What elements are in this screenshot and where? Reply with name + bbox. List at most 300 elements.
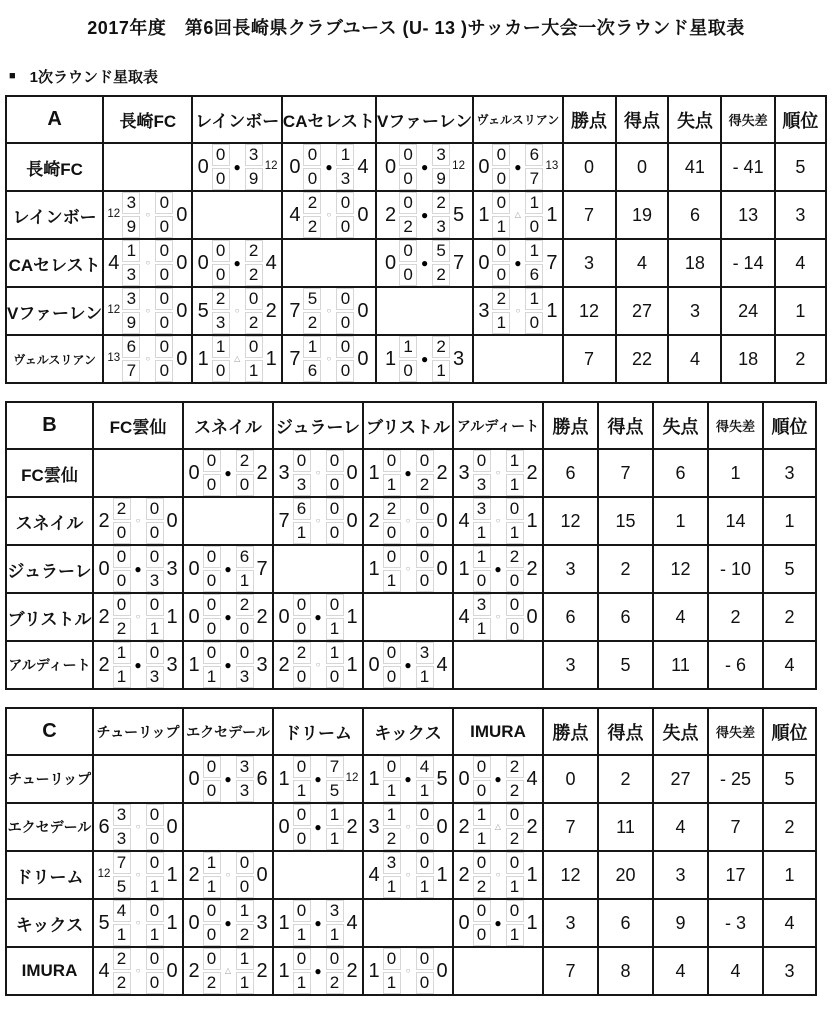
- self-match-blank-cell: [273, 851, 363, 899]
- half-score-box: 1: [525, 240, 543, 262]
- half-score-box: 0: [326, 594, 344, 616]
- half-score-box: 3: [336, 168, 354, 190]
- page-title: 2017年度 第6回長崎県クラブユース (U- 13 )サッカー大会一次ラウンド星取表: [87, 18, 745, 38]
- half-score-box: 1: [113, 642, 131, 664]
- own-half-scores: [203, 642, 221, 688]
- goals-against-total: 0: [176, 204, 188, 226]
- half-score-box: 0: [326, 522, 344, 544]
- half-score-box: 3: [236, 780, 254, 802]
- summary-value-cell: 0: [616, 143, 669, 191]
- match-score: [184, 642, 272, 688]
- own-half-scores: [303, 144, 321, 190]
- match-score-cell: [103, 287, 192, 335]
- summary-value-cell: 3: [763, 947, 816, 995]
- half-score-box: 2: [113, 948, 131, 970]
- match-score: [94, 804, 182, 850]
- goals-against-total: 1: [265, 348, 277, 370]
- team-row: [6, 899, 816, 947]
- goals-against-total: 5: [436, 768, 448, 790]
- half-score-box: 2: [236, 594, 254, 616]
- half-score-box: 2: [203, 972, 221, 994]
- own-half-scores: [203, 900, 221, 946]
- goals-against-total: 0: [357, 300, 369, 322]
- own-half-scores: [303, 336, 321, 382]
- goals-against-total: 0: [256, 864, 268, 886]
- match-score-cell: [376, 335, 473, 383]
- team-name-cell: CAセレスト: [6, 239, 103, 287]
- half-score-box: 0: [293, 828, 311, 850]
- loss-dot-icon: ●: [325, 160, 333, 174]
- summary-value-cell: 13: [721, 191, 774, 239]
- goals-against-total: 12: [452, 160, 465, 173]
- half-score-box: 0: [383, 450, 401, 472]
- own-half-scores: [203, 756, 221, 802]
- half-score-box: 2: [326, 972, 344, 994]
- win-circle-icon: ○: [135, 516, 141, 525]
- team-row: [6, 287, 826, 335]
- own-half-scores: [492, 240, 510, 286]
- opponent-half-scores: [506, 804, 524, 850]
- match-score-cell: [363, 803, 453, 851]
- goals-for-total: 1: [278, 768, 290, 790]
- goals-against-total: 3: [166, 558, 178, 580]
- half-score-box: 0: [146, 498, 164, 520]
- own-half-scores: [473, 450, 491, 496]
- match-score-cell: [273, 947, 363, 995]
- half-score-box: 0: [146, 522, 164, 544]
- opponent-half-scores: [236, 450, 254, 496]
- half-score-box: 9: [432, 168, 450, 190]
- half-score-box: 0: [155, 288, 173, 310]
- half-score-box: 1: [506, 924, 524, 946]
- opponent-half-scores: [416, 804, 434, 850]
- half-score-box: 6: [525, 264, 543, 286]
- half-score-box: 1: [293, 780, 311, 802]
- team-column-header: FC雲仙: [93, 402, 183, 449]
- half-score-box: 7: [113, 852, 131, 874]
- half-score-box: 6: [525, 144, 543, 166]
- half-score-box: 3: [416, 642, 434, 664]
- goals-against-total: 7: [256, 558, 268, 580]
- own-half-scores: [122, 192, 140, 238]
- match-score: [104, 288, 191, 334]
- half-score-box: 1: [525, 192, 543, 214]
- summary-column-header: 得失差: [721, 96, 774, 143]
- opponent-half-scores: [506, 900, 524, 946]
- half-score-box: 0: [236, 876, 254, 898]
- summary-value-cell: 7: [543, 803, 598, 851]
- summary-value-cell: 8: [598, 947, 653, 995]
- team-column-header: チューリップ: [93, 708, 183, 755]
- half-score-box: 6: [303, 360, 321, 382]
- match-score: [184, 852, 272, 898]
- group-c-results-table: [5, 707, 817, 996]
- opponent-half-scores: [236, 642, 254, 688]
- summary-value-cell: 3: [543, 641, 598, 689]
- match-score-cell: [273, 449, 363, 497]
- self-match-blank-cell: [183, 497, 273, 545]
- half-score-box: 0: [293, 594, 311, 616]
- self-match-blank-cell: [363, 899, 453, 947]
- own-half-scores: [383, 756, 401, 802]
- goals-against-total: 3: [256, 654, 268, 676]
- half-score-box: 0: [399, 168, 417, 190]
- win-circle-icon: ○: [315, 660, 321, 669]
- half-score-box: 3: [122, 264, 140, 286]
- opponent-half-scores: [326, 594, 344, 640]
- half-score-box: 0: [293, 450, 311, 472]
- loss-dot-icon: ●: [233, 160, 241, 174]
- goals-for-total: 13: [107, 352, 121, 365]
- loss-dot-icon: ●: [314, 916, 322, 930]
- half-score-box: 1: [383, 474, 401, 496]
- loss-dot-icon: ●: [494, 562, 502, 576]
- match-score-cell: [363, 497, 453, 545]
- goals-against-total: 2: [526, 816, 538, 838]
- half-score-box: 0: [203, 948, 221, 970]
- half-score-box: 0: [416, 828, 434, 850]
- match-score: [184, 450, 272, 496]
- summary-value-cell: 15: [598, 497, 653, 545]
- team-row: [6, 497, 816, 545]
- match-score: [184, 756, 272, 802]
- half-score-box: 0: [293, 948, 311, 970]
- match-score-cell: [363, 755, 453, 803]
- match-score: [274, 804, 362, 850]
- summary-value-cell: 4: [775, 239, 826, 287]
- own-half-scores: [473, 546, 491, 592]
- half-score-box: 0: [146, 642, 164, 664]
- match-score: [104, 240, 191, 286]
- own-half-scores: [293, 756, 311, 802]
- half-score-box: 0: [336, 192, 354, 214]
- goals-for-total: 3: [458, 462, 470, 484]
- half-score-box: 1: [293, 522, 311, 544]
- own-half-scores: [113, 594, 131, 640]
- goals-against-total: 1: [166, 912, 178, 934]
- goals-against-total: 0: [436, 816, 448, 838]
- goals-for-total: 1: [197, 348, 209, 370]
- half-score-box: 7: [326, 756, 344, 778]
- goals-against-total: 0: [166, 960, 178, 982]
- half-score-box: 0: [212, 240, 230, 262]
- match-score: [274, 642, 362, 688]
- half-score-box: 0: [146, 900, 164, 922]
- half-score-box: 2: [113, 618, 131, 640]
- half-score-box: 1: [473, 522, 491, 544]
- half-score-box: 1: [506, 876, 524, 898]
- match-score: [283, 144, 375, 190]
- goals-against-total: 12: [345, 772, 359, 785]
- summary-value-cell: 3: [775, 191, 826, 239]
- match-score-cell: [273, 497, 363, 545]
- goals-against-total: 1: [346, 654, 358, 676]
- half-score-box: 3: [146, 570, 164, 592]
- team-name-cell: ブリストル: [6, 593, 93, 641]
- header-row: [6, 402, 816, 449]
- group-a-results-table: [5, 95, 827, 384]
- own-half-scores: [303, 192, 321, 238]
- match-score-cell: [103, 191, 192, 239]
- team-column-header: IMURA: [453, 708, 543, 755]
- loss-dot-icon: ●: [134, 562, 142, 576]
- goals-against-total: 1: [166, 606, 178, 628]
- half-score-box: 0: [146, 972, 164, 994]
- self-match-blank-cell: [453, 641, 543, 689]
- match-score: [104, 192, 191, 238]
- opponent-half-scores: [506, 450, 524, 496]
- group-id-cell: A: [6, 96, 103, 143]
- half-score-box: 2: [245, 312, 263, 334]
- half-score-box: 0: [473, 900, 491, 922]
- goals-for-total: 6: [98, 816, 110, 838]
- own-half-scores: [203, 948, 221, 994]
- match-score: [454, 900, 542, 946]
- half-score-box: 3: [293, 474, 311, 496]
- half-score-box: 1: [399, 336, 417, 358]
- summary-value-cell: 3: [653, 851, 708, 899]
- own-half-scores: [113, 498, 131, 544]
- match-score-cell: [473, 143, 562, 191]
- match-score-cell: [282, 143, 376, 191]
- opponent-half-scores: [506, 756, 524, 802]
- half-score-box: 6: [236, 546, 254, 568]
- summary-value-cell: 18: [721, 335, 774, 383]
- match-score-cell: [453, 593, 543, 641]
- win-circle-icon: ○: [495, 468, 501, 477]
- half-score-box: 4: [113, 900, 131, 922]
- half-score-box: 4: [416, 756, 434, 778]
- goals-for-total: 4: [108, 252, 120, 274]
- summary-value-cell: - 14: [721, 239, 774, 287]
- match-score-cell: [273, 755, 363, 803]
- half-score-box: 0: [492, 240, 510, 262]
- match-score: [94, 948, 182, 994]
- summary-value-cell: 11: [653, 641, 708, 689]
- square-bullet-icon: ■: [9, 70, 16, 82]
- match-score: [364, 804, 452, 850]
- opponent-half-scores: [336, 192, 354, 238]
- half-score-box: 0: [212, 144, 230, 166]
- match-score-cell: [376, 191, 473, 239]
- opponent-half-scores: [146, 594, 164, 640]
- match-score: [274, 594, 362, 640]
- summary-value-cell: 7: [598, 449, 653, 497]
- half-score-box: 0: [506, 618, 524, 640]
- match-score-cell: [103, 239, 192, 287]
- half-score-box: 9: [122, 312, 140, 334]
- win-circle-icon: ○: [326, 354, 332, 363]
- win-circle-icon: ○: [145, 210, 151, 219]
- own-half-scores: [203, 852, 221, 898]
- opponent-half-scores: [525, 240, 543, 286]
- goals-for-total: 2: [98, 510, 110, 532]
- team-column-header: Vファーレン: [376, 96, 473, 143]
- half-score-box: 0: [293, 666, 311, 688]
- summary-value-cell: 1: [775, 287, 826, 335]
- goals-for-total: 1: [458, 558, 470, 580]
- match-score-cell: [363, 851, 453, 899]
- match-score: [364, 498, 452, 544]
- team-row: [6, 239, 826, 287]
- match-score: [364, 756, 452, 802]
- loss-dot-icon: ●: [420, 256, 429, 270]
- half-score-box: 0: [146, 852, 164, 874]
- summary-value-cell: 3: [543, 545, 598, 593]
- self-match-blank-cell: [453, 947, 543, 995]
- section-label: 1次ラウンド星取表: [29, 69, 158, 86]
- win-circle-icon: ○: [234, 306, 240, 315]
- summary-value-cell: 1: [763, 851, 816, 899]
- own-half-scores: [113, 852, 131, 898]
- summary-value-cell: 22: [616, 335, 669, 383]
- loss-dot-icon: ●: [224, 916, 232, 930]
- opponent-half-scores: [155, 288, 173, 334]
- goals-against-total: 2: [256, 606, 268, 628]
- match-score-cell: [282, 335, 376, 383]
- goals-for-total: 1: [368, 558, 380, 580]
- team-name-cell: ドリーム: [6, 851, 93, 899]
- half-score-box: 0: [303, 168, 321, 190]
- half-score-box: 0: [203, 450, 221, 472]
- goals-for-total: 1: [478, 204, 490, 226]
- goals-for-total: 4: [289, 204, 301, 226]
- team-column-header: CAセレスト: [282, 96, 376, 143]
- opponent-half-scores: [326, 948, 344, 994]
- opponent-half-scores: [326, 642, 344, 688]
- goals-against-total: 2: [526, 462, 538, 484]
- summary-value-cell: 14: [708, 497, 763, 545]
- half-score-box: 3: [113, 804, 131, 826]
- match-score: [94, 498, 182, 544]
- match-score: [377, 336, 472, 382]
- opponent-half-scores: [155, 192, 173, 238]
- opponent-half-scores: [525, 192, 543, 238]
- summary-value-cell: 7: [563, 191, 616, 239]
- match-score: [94, 900, 182, 946]
- summary-value-cell: - 25: [708, 755, 763, 803]
- summary-value-cell: 12: [563, 287, 616, 335]
- goals-for-total: 4: [368, 864, 380, 886]
- team-row: [6, 143, 826, 191]
- half-score-box: 1: [146, 618, 164, 640]
- goals-against-total: 0: [166, 510, 178, 532]
- half-score-box: 3: [245, 144, 263, 166]
- half-score-box: 0: [383, 546, 401, 568]
- half-score-box: 2: [492, 288, 510, 310]
- team-name-cell: キックス: [6, 899, 93, 947]
- opponent-half-scores: [146, 948, 164, 994]
- own-half-scores: [113, 804, 131, 850]
- own-half-scores: [293, 498, 311, 544]
- half-score-box: 0: [525, 312, 543, 334]
- match-score-cell: [192, 239, 282, 287]
- half-score-box: 0: [383, 948, 401, 970]
- half-score-box: 1: [146, 924, 164, 946]
- half-score-box: 1: [203, 876, 221, 898]
- half-score-box: 1: [236, 972, 254, 994]
- loss-dot-icon: ●: [404, 658, 412, 672]
- goals-for-total: 3: [478, 300, 490, 322]
- half-score-box: 2: [236, 924, 254, 946]
- summary-column-header: 勝点: [543, 708, 598, 755]
- match-score-cell: [103, 335, 192, 383]
- match-score: [364, 642, 452, 688]
- goals-for-total: 0: [188, 558, 200, 580]
- loss-dot-icon: ●: [494, 772, 502, 786]
- self-match-blank-cell: [273, 545, 363, 593]
- goals-against-total: 13: [545, 160, 559, 173]
- half-score-box: 3: [432, 216, 450, 238]
- half-score-box: 0: [203, 594, 221, 616]
- half-score-box: 0: [492, 192, 510, 214]
- team-row: [6, 545, 816, 593]
- summary-value-cell: 1: [763, 497, 816, 545]
- opponent-half-scores: [146, 852, 164, 898]
- own-half-scores: [473, 900, 491, 946]
- goals-for-total: 0: [188, 768, 200, 790]
- draw-triangle-icon: △: [514, 210, 521, 219]
- team-name-cell: FC雲仙: [6, 449, 93, 497]
- match-score-cell: [93, 803, 183, 851]
- half-score-box: 0: [155, 216, 173, 238]
- half-score-box: 0: [399, 144, 417, 166]
- goals-for-total: 0: [188, 912, 200, 934]
- match-score-cell: [183, 593, 273, 641]
- half-score-box: 2: [506, 546, 524, 568]
- half-score-box: 0: [492, 168, 510, 190]
- own-half-scores: [492, 144, 510, 190]
- win-circle-icon: ○: [495, 870, 501, 879]
- half-score-box: 0: [212, 264, 230, 286]
- draw-triangle-icon: △: [234, 354, 241, 363]
- match-score: [274, 498, 362, 544]
- summary-value-cell: 17: [708, 851, 763, 899]
- opponent-half-scores: [336, 288, 354, 334]
- own-half-scores: [473, 852, 491, 898]
- half-score-box: 2: [113, 498, 131, 520]
- goals-for-total: 0: [385, 156, 397, 178]
- match-score-cell: [376, 239, 473, 287]
- summary-value-cell: 2: [775, 335, 826, 383]
- own-half-scores: [303, 288, 321, 334]
- loss-dot-icon: ●: [420, 160, 429, 174]
- goals-for-total: 0: [98, 558, 110, 580]
- goals-for-total: 0: [289, 156, 301, 178]
- match-score: [274, 900, 362, 946]
- match-score-cell: [93, 545, 183, 593]
- summary-column-header: 順位: [763, 402, 816, 449]
- half-score-box: 0: [203, 924, 221, 946]
- summary-value-cell: 4: [763, 641, 816, 689]
- opponent-half-scores: [146, 642, 164, 688]
- match-score: [474, 144, 561, 190]
- opponent-half-scores: [416, 498, 434, 544]
- half-score-box: 3: [473, 594, 491, 616]
- half-score-box: 0: [336, 216, 354, 238]
- self-match-blank-cell: [183, 803, 273, 851]
- own-half-scores: [383, 642, 401, 688]
- goals-for-total: 0: [385, 252, 397, 274]
- half-score-box: 0: [506, 852, 524, 874]
- half-score-box: 0: [113, 570, 131, 592]
- goals-against-total: 6: [256, 768, 268, 790]
- half-score-box: 0: [293, 618, 311, 640]
- half-score-box: 0: [399, 240, 417, 262]
- match-score: [454, 498, 542, 544]
- team-name-cell: スネイル: [6, 497, 93, 545]
- goals-against-total: 1: [436, 864, 448, 886]
